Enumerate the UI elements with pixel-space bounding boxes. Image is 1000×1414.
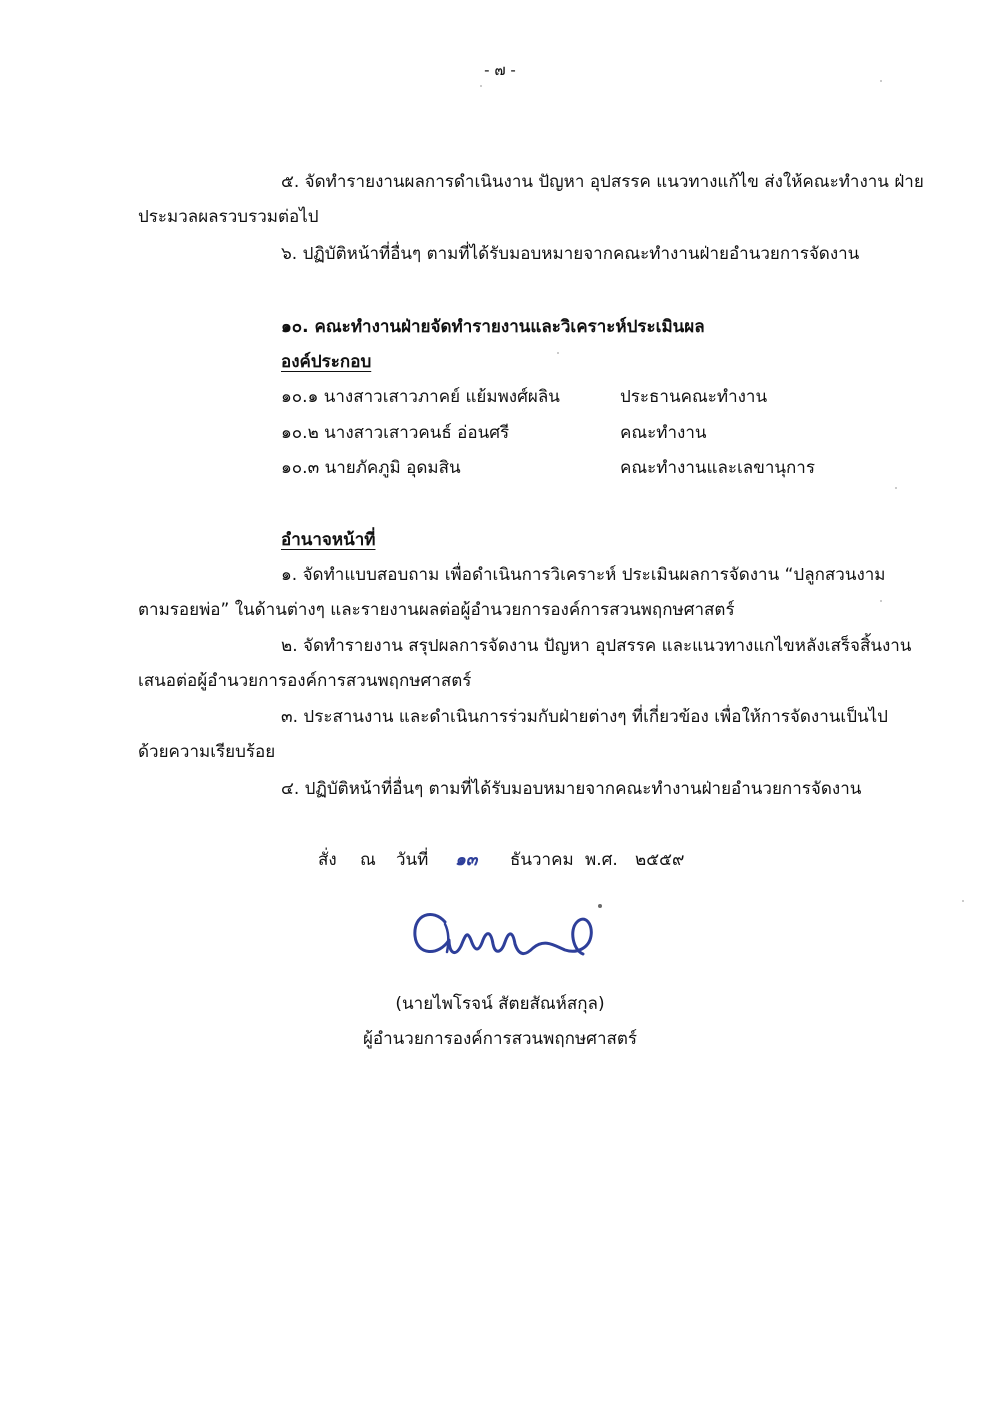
- scan-speck: [557, 352, 559, 354]
- signature: [405, 900, 615, 970]
- member-role-1: ประธานคณะทำงาน: [620, 387, 768, 407]
- scan-speck: [880, 80, 882, 82]
- duties-heading: อำนาจหน้าที่: [281, 530, 376, 550]
- member-name-2: ๑๐.๒ นางสาวเสาวคนธ์ อ่อนศรี: [281, 423, 510, 443]
- signatory-position: ผู้อำนวยการองค์การสวนพฤกษศาสตร์: [362, 1029, 638, 1049]
- duty-item-5-line2: ประมวลผลรวบรวมต่อไป: [138, 207, 319, 227]
- scan-speck: [880, 600, 882, 602]
- duty-1-line2: ตามรอยพ่อ” ในด้านต่างๆ และรายงานผลต่อผู้อำนวยการองค์การสวนพฤกษศาสตร์: [138, 600, 735, 620]
- duty-2-line1: ๒. จัดทำรายงาน สรุปผลการจัดงาน ปัญหา อุปสรรค และแนวทางแกไขหลังเสร็จสิ้นงาน: [281, 636, 912, 656]
- order-date-ordered: สั่ง: [318, 850, 337, 870]
- member-role-3: คณะทำงานและเลขานุการ: [620, 458, 815, 478]
- order-date-month: ธันวาคม: [510, 850, 574, 870]
- duty-3-line2: ด้วยความเรียบร้อย: [138, 742, 276, 762]
- scan-speck: [480, 85, 482, 87]
- signatory-name: (นายไพโรจน์ สัตยสัณห์สกุล): [395, 994, 605, 1014]
- scan-speck: [962, 900, 964, 902]
- order-date-label: วันที่: [396, 850, 429, 870]
- duty-item-5-line1: ๕. จัดทำรายงานผลการดำเนินงาน ปัญหา อุปสรรค แนวทางแก้ไข ส่งให้คณะทำงาน ฝ่าย: [281, 172, 924, 192]
- section-title: ๑๐. คณะทำงานฝ่ายจัดทำรายงานและวิเคราะห์ประเมินผล: [281, 317, 705, 337]
- composition-heading: องค์ประกอบ: [281, 352, 372, 372]
- duty-1-line1: ๑. จัดทำแบบสอบถาม เพื่อดำเนินการวิเคราะห์ ประเมินผลการจัดงาน “ปลูกสวนงาม: [281, 565, 886, 585]
- duty-4: ๔. ปฏิบัติหน้าที่อื่นๆ ตามที่ได้รับมอบหมายจากคณะทำงานฝ่ายอำนวยการจัดงาน: [281, 779, 862, 799]
- order-date-era: พ.ศ.: [585, 850, 618, 870]
- order-date-year: ๒๕๕๙: [635, 850, 685, 870]
- order-date-at: ณ: [360, 850, 376, 870]
- order-date-day: ๑๓: [455, 850, 478, 870]
- page-number: - ๗ -: [484, 61, 516, 79]
- duty-item-6: ๖. ปฏิบัติหน้าที่อื่นๆ ตามที่ได้รับมอบหมายจากคณะทำงานฝ่ายอำนวยการจัดงาน: [281, 244, 860, 264]
- scan-speck: [895, 487, 897, 489]
- duty-3-line1: ๓. ประสานงาน และดำเนินการร่วมกับฝ่ายต่างๆ ที่เกี่ยวข้อง เพื่อให้การจัดงานเป็นไป: [281, 707, 888, 727]
- member-role-2: คณะทำงาน: [620, 423, 707, 443]
- member-name-3: ๑๐.๓ นายภัคภูมิ อุดมสิน: [281, 458, 461, 478]
- member-name-1: ๑๐.๑ นางสาวเสาวภาคย์ แย้มพงศ์ผลิน: [281, 387, 560, 407]
- duty-2-line2: เสนอต่อผู้อำนวยการองค์การสวนพฤกษศาสตร์: [138, 671, 472, 691]
